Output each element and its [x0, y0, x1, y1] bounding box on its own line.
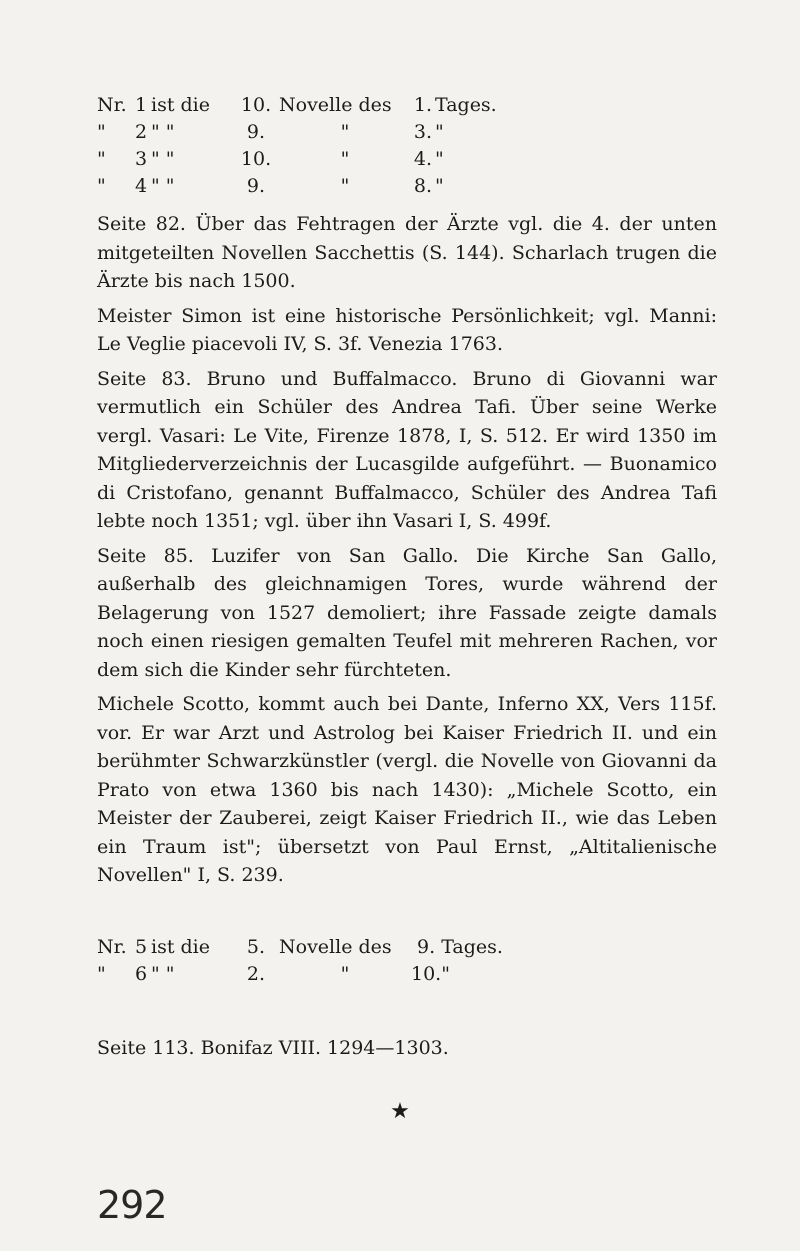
row-end: Tages. — [441, 936, 503, 958]
row-day: 1. — [413, 94, 433, 116]
row-number: 2 — [134, 121, 148, 143]
row-novella: 2. — [246, 963, 266, 985]
row-number: 5 — [134, 936, 148, 958]
row-text: Novelle des — [279, 94, 392, 116]
row-text: " — [340, 175, 350, 197]
row-day: 10. — [411, 963, 442, 985]
row-text: " " — [151, 175, 175, 197]
row-day: 9. — [417, 936, 436, 958]
novella-list-2 — [97, 934, 503, 988]
commentary-block — [97, 210, 717, 890]
row-end: Tages. — [435, 94, 497, 116]
row-novella: 10. — [240, 94, 272, 116]
row-number: 1 — [134, 94, 148, 116]
page-number: 292 — [97, 1183, 167, 1227]
row-number: 6 — [134, 963, 148, 985]
list-row — [97, 146, 497, 173]
list-row — [97, 961, 503, 988]
star-ornament-icon: ★ — [390, 1099, 410, 1124]
text-column-lower — [97, 934, 717, 988]
row-number: 3 — [134, 148, 148, 170]
row-prefix: " — [97, 121, 106, 143]
list-row — [97, 119, 497, 146]
row-text: Novelle des — [279, 936, 392, 958]
row-novella: 9. — [246, 175, 266, 197]
row-prefix: " — [97, 148, 106, 170]
row-text: " — [340, 963, 350, 985]
row-prefix: Nr. — [97, 94, 127, 116]
row-end: " — [441, 963, 450, 985]
novella-list-1 — [97, 92, 497, 200]
row-novella: 9. — [246, 121, 266, 143]
row-day: 4. — [413, 148, 433, 170]
row-end: " — [435, 148, 444, 170]
row-text: " — [340, 148, 350, 170]
text-column — [97, 92, 717, 200]
row-day: 8. — [413, 175, 433, 197]
row-prefix: " — [97, 963, 106, 985]
row-text: ist die — [151, 94, 210, 116]
list-row — [97, 173, 497, 200]
list-row — [97, 934, 503, 961]
row-end: " — [435, 175, 444, 197]
row-day: 3. — [413, 121, 433, 143]
row-novella: 5. — [246, 936, 266, 958]
row-text: " " — [151, 963, 175, 985]
note-entry: Meister Simon ist eine historische Persönlichkeit; vgl. Manni: Le Veglie piacevoli IV, S. 3f. Venezia 1763. — [97, 304, 717, 355]
note-entry: Seite 83. Bruno und Buffalmacco. Bruno di Giovanni war vermutlich ein Schüler des Andrea Tafi. Über seine Werke vergl. Vasari: Le Vite, Firenze 1878, I, S. 512. Er wird 1350 im Mitgliederverzeichnis der Lucasgilde aufgeführt. — Buonamico di Cristofano, genannt Buffalmacco, Schüler des Andrea Tafi lebte noch 1351; vgl. über ihn Vasari I, S. 499f. — [97, 367, 717, 532]
row-prefix: Nr. — [97, 936, 127, 958]
row-prefix: " — [97, 175, 106, 197]
note-entry: Seite 85. Luzifer von San Gallo. Die Kirche San Gallo, außerhalb des gleichnamigen Tores, wurde während der Belagerung von 1527 demoliert; ihre Fassade zeigte damals noch einen riesigen gemalten Teufel mit mehreren Rachen, vor dem sich die Kinder sehr fürchteten. — [97, 544, 717, 681]
row-text: " " — [151, 148, 175, 170]
note-entry: Seite 113. Bonifaz VIII. 1294—1303. — [97, 1037, 449, 1059]
list-row — [97, 92, 497, 119]
row-number: 4 — [134, 175, 148, 197]
row-novella: 10. — [240, 148, 272, 170]
final-note — [97, 1034, 717, 1063]
row-text: ist die — [151, 936, 210, 958]
row-end: " — [435, 121, 444, 143]
row-text: " — [340, 121, 350, 143]
note-entry: Seite 82. Über das Fehtragen der Ärzte vgl. die 4. der unten mitgeteilten Novellen Sacchettis (S. 144). Scharlach trugen die Ärzte bis nach 1500. — [97, 213, 717, 292]
row-text: " " — [151, 121, 175, 143]
note-entry: Michele Scotto, kommt auch bei Dante, Inferno XX, Vers 115f. vor. Er war Arzt und Astrolog bei Kaiser Friedrich II. und ein berühmter Schwarzkünstler (vergl. die Novelle von Giovanni da Prato von etwa 1360 bis nach 1430): „Michele Scotto, ein Meister der Zauberei, zeigt Kaiser Friedrich II., wie das Leben ein Traum ist"; übersetzt von Paul Ernst, „Altitalienische Novellen" I, S. 239. — [97, 693, 717, 886]
